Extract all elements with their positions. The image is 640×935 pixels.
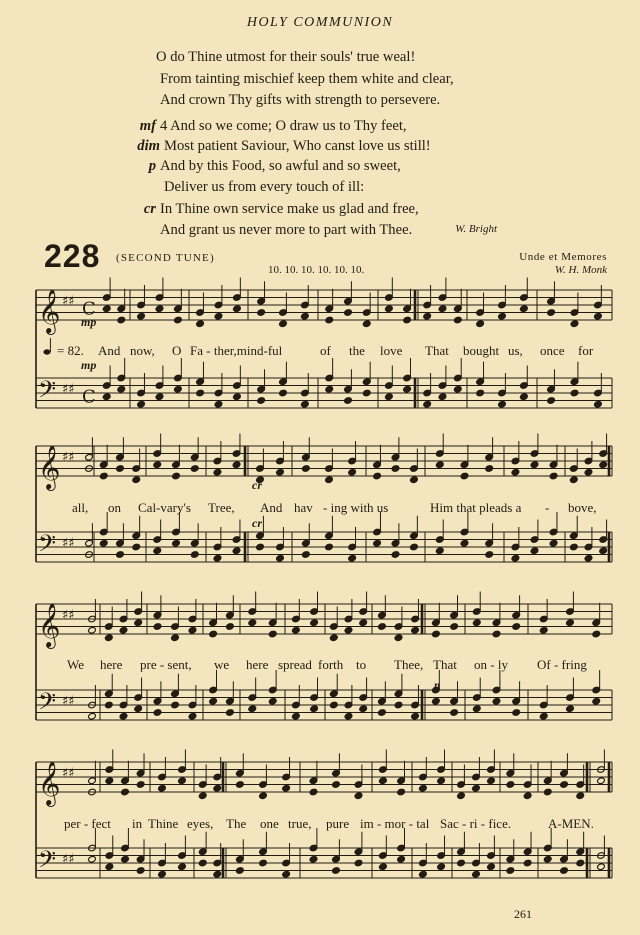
lyric-syllable: pure <box>326 816 350 831</box>
verse-text: Deliver us from every touch of ill: <box>164 179 365 195</box>
note-head <box>153 623 162 631</box>
note-head <box>394 701 403 709</box>
note-head <box>436 547 445 555</box>
lyric-syllable: the <box>349 343 365 358</box>
note-head <box>378 623 387 631</box>
note-head <box>410 476 419 484</box>
note-head <box>102 305 111 313</box>
note-head <box>226 709 235 717</box>
lyric-syllable: bove, <box>568 500 597 515</box>
lyric-syllable: here <box>246 657 269 672</box>
note-head <box>105 863 114 871</box>
lyric-syllable: now, <box>130 343 155 358</box>
note-head <box>190 551 199 559</box>
lyric-syllable: forth <box>318 657 344 672</box>
note-head <box>457 859 466 867</box>
note-head <box>134 619 143 627</box>
note-head <box>309 855 318 863</box>
note-head <box>88 855 97 863</box>
note-head <box>158 784 167 792</box>
note-head <box>539 626 548 634</box>
note-head <box>543 788 552 796</box>
note-head <box>570 476 579 484</box>
note-head <box>570 320 579 328</box>
note-head <box>597 777 606 785</box>
note-head <box>476 320 485 328</box>
note-head <box>158 870 167 878</box>
note-head <box>373 472 382 480</box>
key-signature-icon: ♯♯ <box>62 382 75 397</box>
note-head <box>198 859 207 867</box>
note-head <box>332 867 341 875</box>
note-head <box>213 870 222 878</box>
dynamic-marking: cr <box>143 201 156 217</box>
note-head <box>547 309 556 317</box>
note-head <box>570 543 579 551</box>
lyric-syllable: A-MEN. <box>548 816 594 831</box>
hymn-number: 228 <box>44 238 101 274</box>
note-head <box>325 543 334 551</box>
note-head <box>506 867 515 875</box>
note-head <box>213 468 222 476</box>
note-head <box>105 701 114 709</box>
note-head <box>117 385 126 393</box>
note-head <box>576 859 585 867</box>
note-head <box>344 712 353 720</box>
note-head <box>116 551 125 559</box>
dynamic-marking: p <box>434 678 440 692</box>
lyric-syllable: we <box>214 657 230 672</box>
lyric-syllable: to <box>356 657 367 672</box>
note-head <box>196 320 205 328</box>
note-head <box>155 393 164 401</box>
note-head <box>473 619 482 627</box>
page-header: HOLY COMMUNION <box>246 15 394 30</box>
note-head <box>391 465 400 473</box>
note-head <box>476 389 485 397</box>
note-head <box>137 312 146 320</box>
verse-text: And by this Food, so awful and so sweet, <box>160 158 401 174</box>
note-head <box>236 781 245 789</box>
note-head <box>436 461 445 469</box>
tune-name: Unde et Memores <box>519 251 607 263</box>
lyric-syllable: Him that pleads a <box>430 500 522 515</box>
note-head <box>282 784 291 792</box>
verse-text: And grant us never more to part with Thee. <box>160 222 413 238</box>
lyric-syllable: O <box>172 343 182 358</box>
note-head <box>233 305 242 313</box>
note-head <box>576 792 585 800</box>
note-head <box>454 316 463 324</box>
note-head <box>279 389 288 397</box>
note-head <box>485 551 494 559</box>
lyric-syllable: Tree, <box>208 500 235 515</box>
bass-clef-icon: 𝄢 <box>38 845 57 879</box>
note-head <box>279 320 288 328</box>
note-head <box>198 792 207 800</box>
note-head <box>302 551 311 559</box>
note-head <box>566 705 575 713</box>
note-head <box>121 855 130 863</box>
note-head <box>276 554 285 562</box>
note-head <box>359 705 368 713</box>
note-head <box>520 393 529 401</box>
note-head <box>437 777 446 785</box>
note-head <box>309 788 318 796</box>
verse-text: Most patient Saviour, Who canst love us still! <box>164 138 431 154</box>
note-head <box>196 389 205 397</box>
lyric-syllable: one <box>260 816 279 831</box>
note-head <box>419 870 428 878</box>
note-head <box>344 397 353 405</box>
verse-author: W. Bright <box>455 223 497 235</box>
dynamic-marking: mp <box>81 315 97 329</box>
note-head <box>172 472 181 480</box>
note-head <box>213 784 222 792</box>
note-head <box>492 630 501 638</box>
note-head <box>348 468 357 476</box>
note-head <box>99 472 108 480</box>
note-head <box>549 472 558 480</box>
note-head <box>354 792 363 800</box>
note-head <box>403 385 412 393</box>
note-head <box>268 697 277 705</box>
page-number: 261 <box>514 907 532 921</box>
note-head <box>236 867 245 875</box>
note-head <box>379 863 388 871</box>
lyric-syllable: us, <box>508 343 523 358</box>
note-head <box>137 400 146 408</box>
note-head <box>292 712 301 720</box>
note-head <box>310 705 319 713</box>
verse-text: 4 And so we come; O draw us to Thy feet, <box>160 118 407 134</box>
note-head <box>438 393 447 401</box>
note-head <box>330 634 339 642</box>
note-head <box>330 701 339 709</box>
lyric-syllable: eyes, <box>187 816 214 831</box>
note-head <box>171 634 180 642</box>
note-head <box>378 709 387 717</box>
note-head <box>188 626 197 634</box>
lyric-syllable: Thine <box>148 816 179 831</box>
note-head <box>344 626 353 634</box>
note-head <box>178 777 187 785</box>
lyric-syllable: Fa - ther,mind-ful <box>190 343 283 358</box>
composer: W. H. Monk <box>554 264 607 276</box>
dynamic-marking: mf <box>139 118 156 134</box>
note-head <box>492 697 501 705</box>
lyric-syllable: bought <box>463 343 500 358</box>
lyric-syllable: on - ly <box>474 657 508 672</box>
note-head <box>397 788 406 796</box>
note-head <box>530 547 539 555</box>
note-head <box>119 712 128 720</box>
lyric-syllable: And <box>98 343 121 358</box>
note-head <box>171 701 180 709</box>
lyric-syllable: true, <box>288 816 312 831</box>
note-head <box>359 619 368 627</box>
note-head <box>257 397 266 405</box>
dynamic-marking: cr <box>252 478 262 492</box>
note-head <box>325 316 334 324</box>
note-head <box>460 472 469 480</box>
lyric-syllable: Sac - ri - fice. <box>440 816 512 831</box>
treble-clef-icon: 𝄞 <box>38 289 61 333</box>
treble-clef-icon: 𝄞 <box>38 603 61 647</box>
note-head <box>209 630 218 638</box>
note-head <box>373 539 382 547</box>
bass-clef-icon: 𝄢 <box>38 687 57 721</box>
note-head <box>530 461 539 469</box>
note-head <box>190 465 199 473</box>
note-head <box>539 712 548 720</box>
note-head <box>560 781 569 789</box>
note-head <box>460 539 469 547</box>
note-head <box>132 476 141 484</box>
note-head <box>411 712 420 720</box>
verse-text: In Thine own service make us glad and free, <box>160 201 419 217</box>
note-head <box>213 554 222 562</box>
note-head <box>259 792 268 800</box>
note-head <box>121 788 130 796</box>
note-head <box>498 312 507 320</box>
note-head <box>512 623 521 631</box>
lyric-syllable: of <box>320 343 331 358</box>
key-signature-icon: ♯♯ <box>62 536 75 551</box>
lyric-syllable: Cal-vary's <box>138 500 191 515</box>
key-signature-icon: ♯♯ <box>62 852 75 867</box>
note-head <box>487 863 496 871</box>
note-head <box>506 781 515 789</box>
note-head <box>226 623 235 631</box>
verse-text: O do Thine utmost for their souls' true weal! <box>156 49 416 65</box>
note-head <box>432 630 441 638</box>
meter: 10. 10. 10. 10. 10. 10. <box>268 264 365 276</box>
note-head <box>419 784 428 792</box>
note-head <box>178 863 187 871</box>
note-head <box>188 712 197 720</box>
lyric-syllable: - <box>545 500 550 515</box>
lyric-syllable: hav <box>294 500 313 515</box>
note-head <box>410 543 419 551</box>
note-head <box>597 863 606 871</box>
note-head <box>301 400 310 408</box>
lyric-syllable: - ing with us <box>323 500 389 515</box>
note-head <box>379 777 388 785</box>
time-signature-icon: C <box>82 298 96 320</box>
note-head <box>134 705 143 713</box>
note-head <box>472 784 481 792</box>
note-head <box>432 697 441 705</box>
tempo-note-icon <box>43 349 50 354</box>
lyric-syllable: once <box>540 343 565 358</box>
dynamic-marking: mp <box>81 358 97 372</box>
lyric-syllable: im - mor - tal <box>360 816 430 831</box>
note-head <box>423 312 432 320</box>
note-head <box>155 305 164 313</box>
note-head <box>599 461 608 469</box>
note-head <box>547 397 556 405</box>
note-head <box>325 385 334 393</box>
key-signature-icon: ♯♯ <box>62 608 75 623</box>
note-head <box>498 400 507 408</box>
note-head <box>394 634 403 642</box>
lyric-syllable: And <box>260 500 283 515</box>
note-head <box>248 619 257 627</box>
dynamic-marking: p <box>148 158 156 174</box>
key-signature-icon: ♯♯ <box>62 766 75 781</box>
note-head <box>325 476 334 484</box>
lyric-syllable: The <box>226 816 247 831</box>
note-head <box>354 859 363 867</box>
note-head <box>276 468 285 476</box>
note-head <box>136 867 145 875</box>
lyric-syllable: pre - sent, <box>140 657 192 672</box>
note-head <box>549 539 558 547</box>
note-head <box>282 870 291 878</box>
note-head <box>116 465 125 473</box>
note-head <box>268 630 277 638</box>
note-head <box>450 709 459 717</box>
note-head <box>174 316 183 324</box>
note-head <box>403 316 412 324</box>
note-head <box>523 859 532 867</box>
lyric-syllable: Thee, <box>394 657 424 672</box>
note-head <box>584 554 593 562</box>
note-head <box>88 712 97 720</box>
treble-clef-icon: 𝄞 <box>38 445 61 489</box>
note-head <box>132 543 141 551</box>
note-head <box>454 385 463 393</box>
note-head <box>117 316 126 324</box>
lyric-syllable: here <box>100 657 123 672</box>
note-head <box>257 309 266 317</box>
lyric-syllable: in <box>132 816 143 831</box>
note-head <box>232 547 241 555</box>
note-head <box>209 697 218 705</box>
lyric-syllable: per - fect <box>64 816 111 831</box>
note-head <box>385 393 394 401</box>
note-head <box>566 619 575 627</box>
note-head <box>437 863 446 871</box>
note-head <box>397 855 406 863</box>
note-head <box>214 400 223 408</box>
note-head <box>105 777 114 785</box>
verse-text: From tainting mischief keep them white and clear, <box>160 71 454 87</box>
note-head <box>362 389 371 397</box>
note-head <box>520 305 529 313</box>
treble-clef-icon: 𝄞 <box>38 761 61 805</box>
note-head <box>511 554 520 562</box>
note-head <box>136 781 145 789</box>
lyric-syllable: That <box>433 657 457 672</box>
lyric-syllable: We <box>67 657 84 672</box>
note-head <box>457 792 466 800</box>
note-head <box>472 870 481 878</box>
lyric-syllable: Of - fring <box>537 657 587 672</box>
note-head <box>119 626 128 634</box>
note-head <box>362 320 371 328</box>
note-head <box>487 777 496 785</box>
note-head <box>256 543 265 551</box>
note-head <box>88 626 97 634</box>
note-head <box>570 389 579 397</box>
note-head <box>592 630 601 638</box>
key-signature-icon: ♯♯ <box>62 694 75 709</box>
note-head <box>172 539 181 547</box>
note-head <box>543 855 552 863</box>
note-head <box>411 626 420 634</box>
note-head <box>259 859 268 867</box>
bass-clef-icon: 𝄢 <box>38 529 57 563</box>
tune-label: (SECOND TUNE) <box>116 252 215 264</box>
note-head <box>105 634 114 642</box>
note-head <box>560 867 569 875</box>
note-head <box>599 547 608 555</box>
time-signature-icon: C <box>82 386 96 408</box>
lyric-syllable: spread <box>278 657 312 672</box>
note-head <box>485 465 494 473</box>
note-head <box>438 305 447 313</box>
note-head <box>174 385 183 393</box>
lyric-syllable: love <box>380 343 403 358</box>
dynamic-marking: dim <box>137 138 160 154</box>
lyric-syllable: = 82. <box>57 343 84 358</box>
note-head <box>584 468 593 476</box>
key-signature-icon: ♯♯ <box>62 450 75 465</box>
verse-text: And crown Thy gifts with strength to persevere. <box>160 92 441 108</box>
note-head <box>450 623 459 631</box>
note-head <box>102 393 111 401</box>
lyric-syllable: for <box>578 343 594 358</box>
note-head <box>153 461 162 469</box>
note-head <box>592 697 601 705</box>
note-head <box>153 709 162 717</box>
key-signature-icon: ♯♯ <box>62 294 75 309</box>
note-head <box>232 461 241 469</box>
lyric-syllable: all, <box>72 500 89 515</box>
note-head <box>302 465 311 473</box>
note-head <box>153 547 162 555</box>
bass-clef-icon: 𝄢 <box>38 375 57 409</box>
note-head <box>233 393 242 401</box>
note-head <box>301 312 310 320</box>
note-head <box>594 312 603 320</box>
lyric-syllable: That <box>425 343 449 358</box>
note-head <box>348 554 357 562</box>
note-head <box>423 400 432 408</box>
note-head <box>512 709 521 717</box>
note-head <box>391 551 400 559</box>
note-head <box>214 312 223 320</box>
note-head <box>292 626 301 634</box>
dynamic-marking: cr <box>252 516 262 530</box>
note-head <box>594 400 603 408</box>
note-head <box>523 792 532 800</box>
note-head <box>511 468 520 476</box>
note-head <box>310 619 319 627</box>
note-head <box>344 309 353 317</box>
lyric-syllable: on <box>108 500 121 515</box>
note-head <box>248 705 257 713</box>
note-head <box>99 539 108 547</box>
note-head <box>332 781 341 789</box>
note-head <box>385 305 394 313</box>
note-head <box>473 705 482 713</box>
